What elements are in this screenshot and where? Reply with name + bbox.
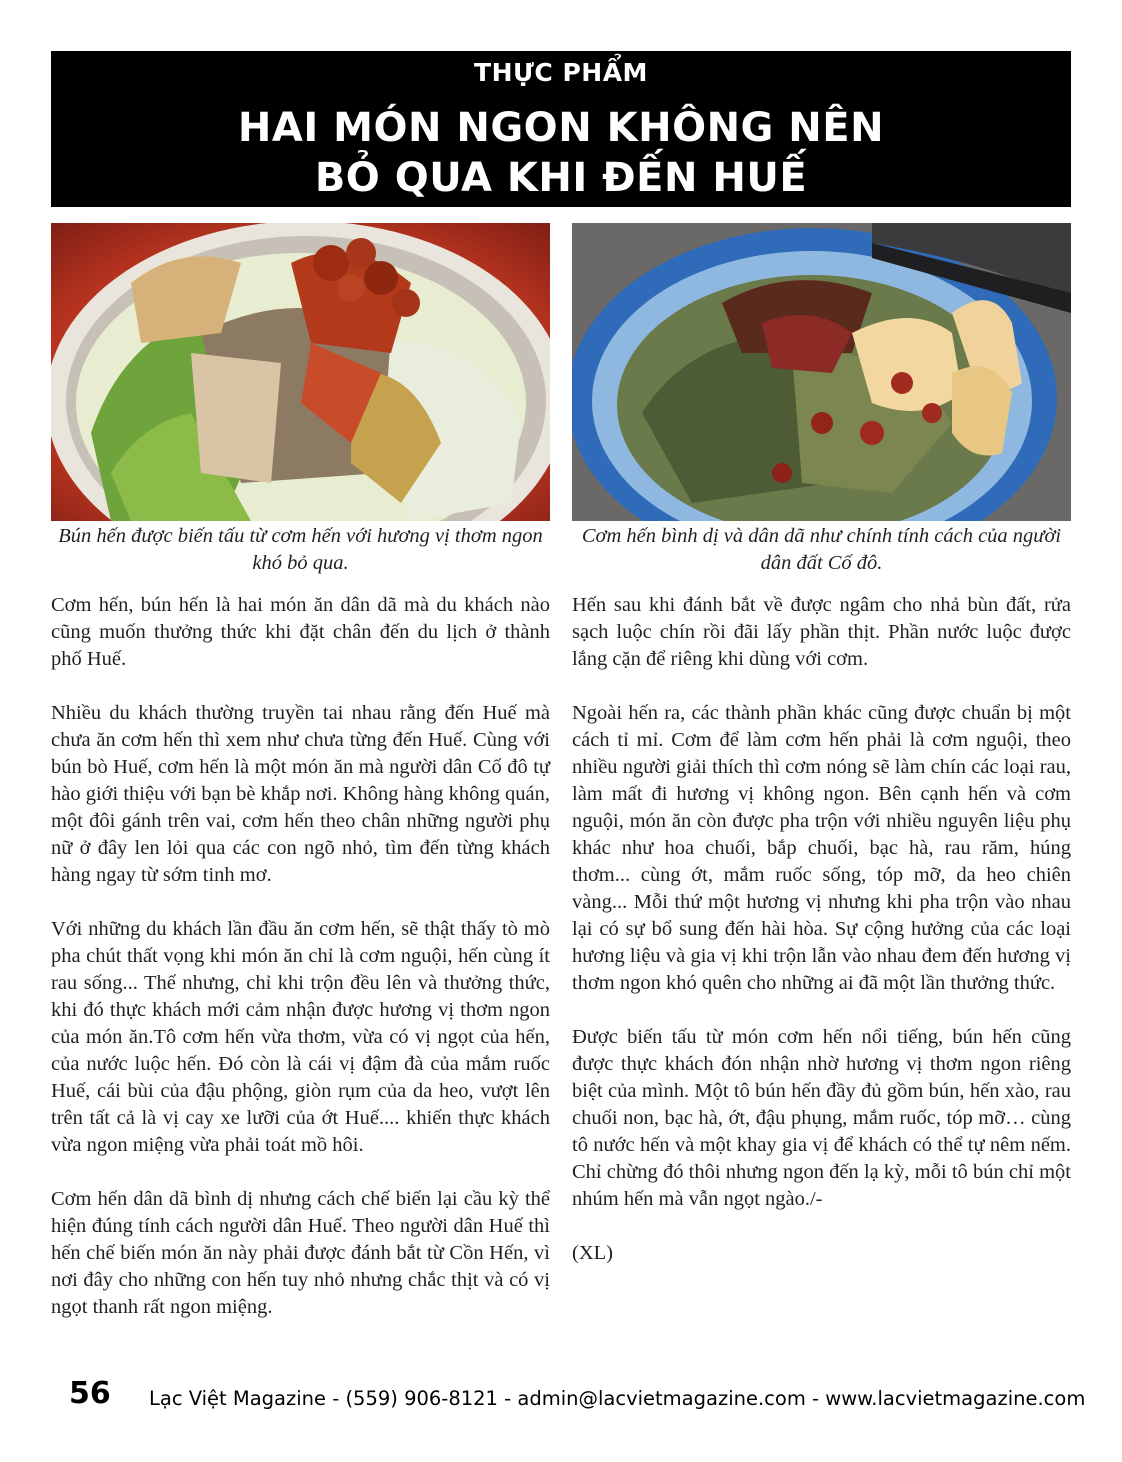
header-banner — [51, 51, 1071, 207]
article-title — [51, 103, 1071, 203]
magazine-contact: Lạc Việt Magazine - (559) 906-8121 - admin@lacvietmagazine.com - www.lacvietmagazine.com — [149, 1387, 1086, 1410]
paragraph: Cơm hến, bún hến là hai món ăn dân dã mà du khách nào cũng muốn thưởng thức khi đặt chân đến du lịch ở thành phố Huế. — [51, 594, 550, 670]
title-line-2: BỎ QUA KHI ĐẾN HUẾ — [314, 155, 808, 201]
paragraph: Với những du khách lần đầu ăn cơm hến, sẽ thật thấy tò mò pha chút thất vọng khi món ăn chỉ là cơm nguội, hến cùng ít rau sống... Thế nhưng, chỉ khi trộn đều lên và thưởng thức, khi đó thực khách mới cảm nhận được hương vị thơm ngon của món ăn.Tô cơm hến vừa thơm, vừa có vị ngọt của hến, của nước luộc hến. Đó còn là cái vị đậm đà của mắm ruốc Huế, cái bùi của đậu phộng, giòn rụm của da heo, vượt lên trên tất cả là vị cay xe lưỡi của ớt Huế.... khiến thực khách vừa ngon miệng vừa phải toát mồ hôi. — [51, 918, 550, 1156]
paragraph: Ngoài hến ra, các thành phần khác cũng được chuẩn bị một cách tỉ mỉ. Cơm để làm cơm hến phải là cơm nguội, theo nhiều người giải thích thì cơm nóng sẽ làm chín các loại rau, làm mất đi hương vị không ngon. Bên cạnh hến và cơm nguội, món ăn còn được pha trộn với nhiều nguyên liệu phụ khác như hoa chuối, bắp chuối, bạc hà, rau răm, húng thơm... cùng ớt, mắm ruốc sống, tóp mỡ, da heo chiên vàng... Mỗi thứ một hương vị nhưng khi pha trộn vào nhau lại có sự bổ sung đến hài hòa. Sự cộng hưởng của các loại hương liệu và gia vị khi trộn lẫn vào nhau đem đến hương vị thơm ngon khó quên cho những ai đã một lần thưởng thức. — [572, 702, 1071, 994]
com-hen-photo — [572, 223, 1071, 521]
author-credit: (XL) — [572, 1242, 613, 1264]
section-kicker: THỰC PHẨM — [474, 58, 648, 87]
photo-caption-left: Bún hến được biến tấu từ cơm hến với hương vị thơm ngon khó bỏ qua. — [58, 525, 543, 574]
title-line-1: HAI MÓN NGON KHÔNG NÊN — [237, 105, 885, 151]
photo-caption-right: Cơm hến bình dị và dân dã như chính tính cách của người dân đất Cố đô. — [581, 525, 1062, 574]
article-column-right — [572, 592, 1071, 1294]
paragraph: Nhiều du khách thường truyền tai nhau rằng đến Huế mà chưa ăn cơm hến thì xem như chưa từng đến Huế. Cùng với bún bò Huế, cơm hến là một món ăn mà người dân Cố đô tự hào giới thiệu với bạn bè khắp nơi. Không hàng không quán, một đôi gánh trên vai, cơm hến theo chân những người phụ nữ ở đây len lỏi qua các con ngõ nhỏ, tìm đến từng khách hàng ngay từ sớm tinh mơ. — [51, 702, 550, 886]
paragraph: Được biến tấu từ món cơm hến nổi tiếng, bún hến cũng được thực khách đón nhận nhờ hương vị thơm ngon riêng biệt của mình. Một tô bún hến đầy đủ gồm bún, hến xào, rau chuối non, bạc hà, ớt, đậu phụng, mắm ruốc, tóp mỡ… cùng tô nước hến và một khay gia vị để khách có thể tự nêm nếm. Chỉ chừng đó thôi nhưng ngon đến lạ kỳ, mỗi tô bún chỉ một nhúm hến mà vẫn ngọt ngào./- — [572, 1026, 1071, 1210]
article-column-left — [51, 592, 550, 1348]
bun-hen-photo — [51, 223, 550, 521]
paragraph: Hến sau khi đánh bắt về được ngâm cho nhả bùn đất, rửa sạch luộc chín rồi đãi lấy phần thịt. Phần nước luộc được lắng cặn để riêng khi dùng với cơm. — [572, 594, 1071, 670]
page-footer — [51, 1376, 1086, 1416]
page-number: 56 — [69, 1376, 111, 1411]
paragraph: Cơm hến dân dã bình dị nhưng cách chế biến lại cầu kỳ thể hiện đúng tính cách người dân Huế. Theo người dân Huế thì hến chế biến món ăn này phải được đánh bắt từ Cồn Hến, vì nơi đây cho những con hến tuy nhỏ nhưng chắc thịt và có vị ngọt thanh rất ngon miệng. — [51, 1188, 550, 1318]
